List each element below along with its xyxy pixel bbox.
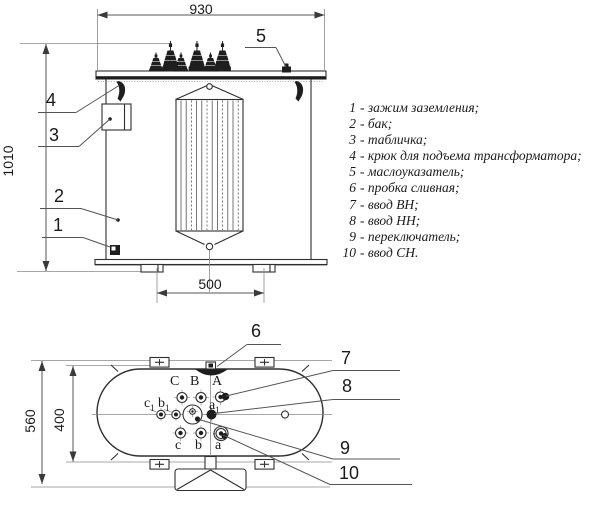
nameplate [102, 104, 131, 130]
phase-label-A: A [212, 374, 223, 389]
dim-tank-label: 400 [51, 408, 67, 432]
legend-item: 2 - бак; [349, 116, 393, 132]
dim-width-label: 930 [189, 1, 213, 17]
phase-label-a: a [215, 438, 222, 453]
legend-item: 3 - табличка; [349, 132, 428, 148]
legend-item: 7 - ввод ВН; [349, 196, 419, 212]
phase-label-b: b [195, 438, 202, 453]
callout-1: 1 [52, 215, 63, 235]
dim-base-label: 500 [198, 276, 222, 292]
callout-4: 4 [45, 90, 56, 110]
dimension-560-lines [39, 361, 46, 484]
callout-5: 5 [255, 26, 266, 46]
legend-item: 5 - маслоуказатель; [349, 164, 465, 180]
legend-item: 1 - зажим заземления; [349, 100, 480, 115]
legend-item: 9 - переключатель; [349, 228, 461, 244]
dim-overall-label: 560 [22, 409, 38, 433]
front-view [17, 9, 327, 303]
phase-label-c: c [175, 438, 182, 453]
phase-label-c1: $c_1$ [144, 396, 155, 413]
callout-6: 6 [250, 321, 261, 341]
callout-3: 3 [48, 125, 59, 145]
legend-item: 4 - крюк для подъема трансформатора; [349, 148, 582, 164]
oil-gauge [282, 64, 291, 73]
phase-label-b1: $b_1$ [158, 396, 170, 413]
callout-2: 2 [53, 186, 64, 206]
phase-label-a1: $a_1$ [209, 398, 220, 415]
tap-switch [183, 405, 202, 424]
legend-item: 8 - ввод НН; [349, 212, 421, 228]
callout-10: 10 [338, 463, 360, 483]
callout-8: 8 [341, 376, 352, 396]
phase-label-C: C [170, 374, 180, 389]
callout-9: 9 [339, 438, 350, 458]
legend-item: 6 - пробка сливная; [349, 180, 460, 196]
legend-item: 10 - ввод СН. [342, 244, 419, 260]
dimension-400-lines [70, 366, 77, 462]
callout-7: 7 [340, 348, 351, 368]
tank-lid [96, 71, 326, 82]
legend [339, 100, 582, 261]
lid-bushings [149, 41, 231, 72]
dim-height-label: 1010 [0, 145, 16, 177]
ground-clamp [110, 218, 120, 255]
phase-label-B: B [190, 374, 200, 389]
